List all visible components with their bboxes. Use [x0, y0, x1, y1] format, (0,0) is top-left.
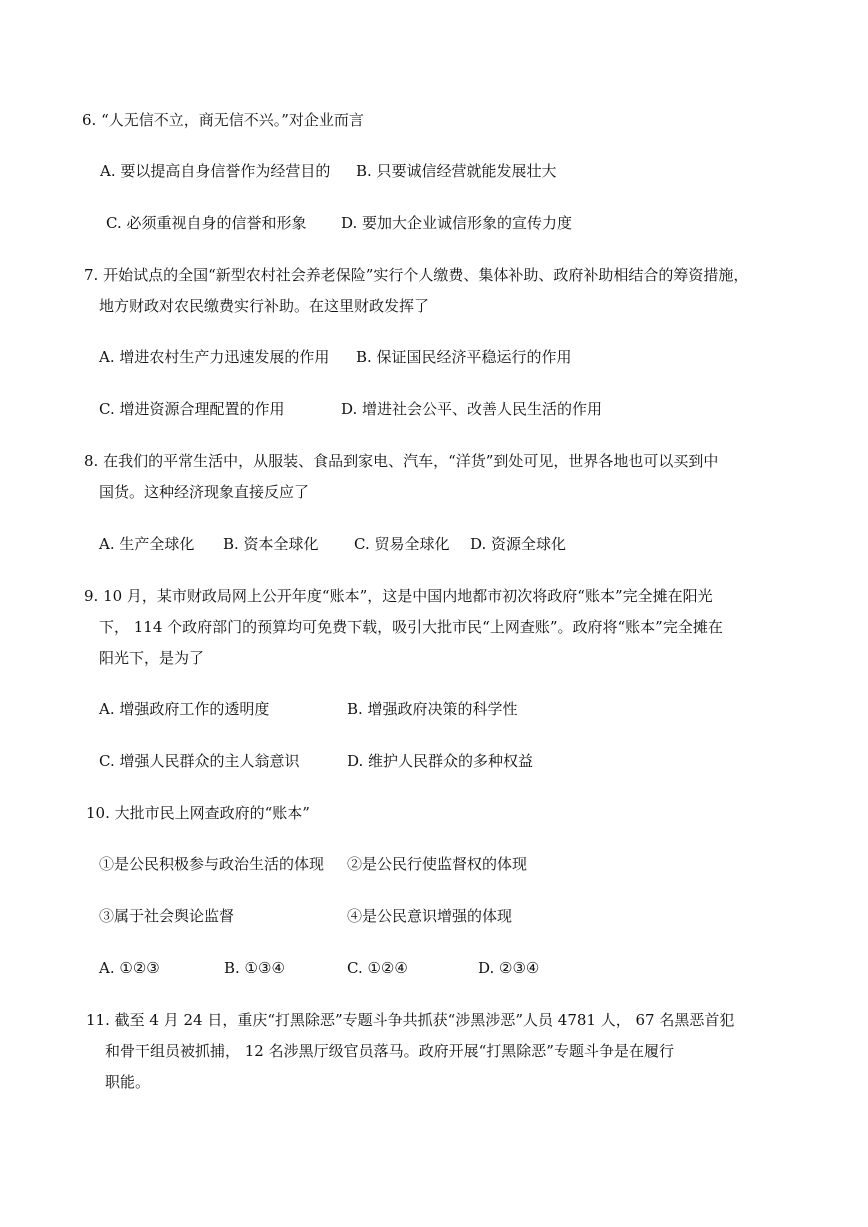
question-10-stem: 10. 大批市民上网查政府的“账本”	[86, 804, 310, 822]
question-8-option-a: A. 生产全球化	[99, 535, 195, 553]
question-7-option-d: D. 增进社会公平、改善人民生活的作用	[341, 400, 603, 418]
question-7-stem-line-1: 7. 开始试点的全国“新型农村社会养老保险”实行个人缴费、集体补助、政府补助相结合的筹资措施，	[84, 266, 749, 284]
question-10-option-c: C. ①②④	[347, 959, 408, 977]
question-6-option-c: C. 必须重视自身的信誉和形象	[106, 214, 307, 232]
question-8-stem-line-1: 8. 在我们的平常生活中，从服装、食品到家电、汽车，“洋货”到处可见，世界各地也可以买到中	[84, 452, 719, 470]
question-10-statement-3: ③属于社会舆论监督	[99, 907, 235, 925]
question-8-option-c: C. 贸易全球化	[354, 535, 450, 553]
question-7-option-b: B. 保证国民经济平稳运行的作用	[356, 348, 572, 366]
question-10-statement-2: ②是公民行使监督权的体现	[347, 855, 528, 873]
question-8-option-d: D. 资源全球化	[470, 535, 567, 553]
question-8-option-b: B. 资本全球化	[223, 535, 319, 553]
question-10-statement-1: ①是公民积极参与政治生活的体现	[99, 855, 325, 873]
question-10-option-d: D. ②③④	[478, 959, 540, 977]
question-7-option-c: C. 增进资源合理配置的作用	[99, 400, 285, 418]
question-9-option-a: A. 增强政府工作的透明度	[99, 700, 270, 718]
question-11-stem-line-2: 和骨干组员被抓捕， 12 名涉黑厅级官员落马。政府开展“打黑除恶”专题斗争是在履行	[105, 1042, 674, 1060]
question-6-stem: 6. “人无信不立，商无信不兴。”对企业而言	[82, 111, 364, 129]
question-9-option-d: D. 维护人民群众的多种权益	[347, 752, 534, 770]
question-6-option-a: A. 要以提高自身信誉作为经营目的	[100, 162, 331, 180]
question-11-stem-line-3: 职能。	[105, 1073, 151, 1091]
question-8-stem-line-2: 国货。这种经济现象直接反应了	[99, 483, 310, 501]
question-9-stem-line-1: 9. 10 月，某市财政局网上公开年度“账本”，这是中国内地都市初次将政府“账本”完全摊在阳光	[84, 587, 713, 605]
question-10-statement-4: ④是公民意识增强的体现	[347, 907, 513, 925]
question-9-option-b: B. 增强政府决策的科学性	[347, 700, 518, 718]
question-10-option-b: B. ①③④	[224, 959, 285, 977]
question-6-option-d: D. 要加大企业诚信形象的宣传力度	[341, 214, 573, 232]
question-6-option-b: B. 只要诚信经营就能发展壮大	[356, 162, 557, 180]
question-9-stem-line-3: 阳光下，是为了	[99, 649, 205, 667]
question-7-option-a: A. 增进农村生产力迅速发展的作用	[99, 348, 330, 366]
question-9-stem-line-2: 下， 114 个政府部门的预算均可免费下载，吸引大批市民“上网查账”。政府将“账本”完全摊在	[99, 618, 723, 636]
question-10-option-a: A. ①②③	[99, 959, 160, 977]
question-7-stem-line-2: 地方财政对农民缴费实行补助。在这里财政发挥了	[99, 297, 430, 315]
question-9-option-c: C. 增强人民群众的主人翁意识	[99, 752, 300, 770]
question-11-stem-line-1: 11. 截至 4 月 24 日，重庆“打黑除恶”专题斗争共抓获“涉黑涉恶”人员 4781 人， 67 名黑恶首犯	[86, 1011, 735, 1029]
